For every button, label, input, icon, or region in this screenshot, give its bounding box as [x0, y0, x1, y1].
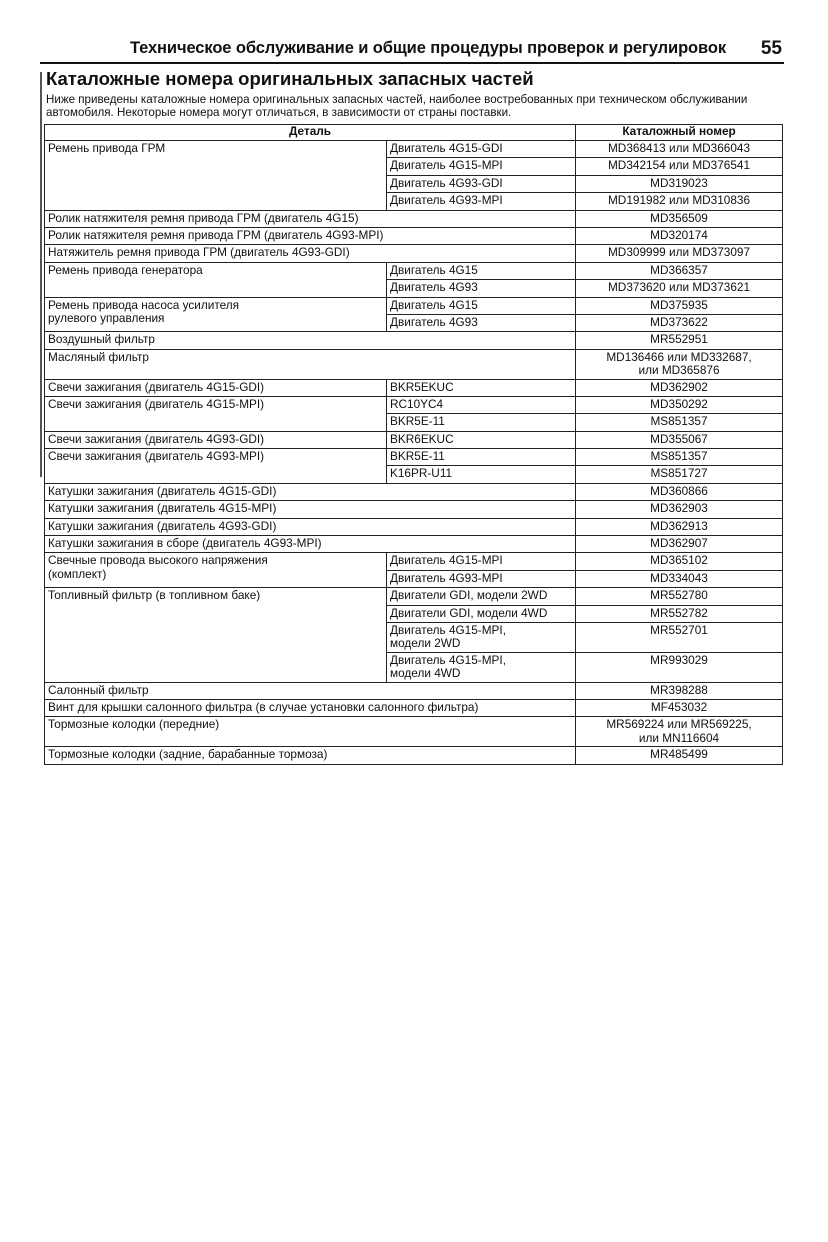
number-cell: MD319023	[576, 175, 783, 192]
table-row	[45, 483, 783, 500]
part-cell: Свечи зажигания (двигатель 4G93-GDI)	[45, 431, 387, 448]
number-cell: MR398288	[576, 682, 783, 699]
number-cell: MD360866	[576, 483, 783, 500]
variant-cell: Двигатель 4G15	[387, 297, 576, 314]
section-title: Каталожные номера оригинальных запасных частей	[46, 68, 534, 89]
table-row	[45, 141, 783, 158]
variant-cell: BKR5EKUC	[387, 379, 576, 396]
margin-rule	[40, 72, 42, 477]
number-cell: MD362913	[576, 518, 783, 535]
part-cell: Свечи зажигания (двигатель 4G15-MPI)	[45, 396, 387, 431]
running-title: Техническое обслуживание и общие процедуры проверок и регулировок	[129, 39, 726, 57]
table-row	[45, 449, 783, 466]
variant-cell: BKR5E-11	[387, 414, 576, 431]
page-header	[40, 36, 784, 64]
number-cell: MD320174	[576, 227, 783, 244]
part-cell: Катушки зажигания в сборе (двигатель 4G93-MPI)	[45, 536, 576, 553]
number-cell: MS851357	[576, 449, 783, 466]
parts-table	[44, 124, 783, 765]
number-cell: MD342154 или MD376541	[576, 158, 783, 175]
table-row	[45, 396, 783, 413]
variant-cell: Двигатель 4G15-GDI	[387, 141, 576, 158]
number-cell: MD365102	[576, 553, 783, 570]
part-cell: Свечи зажигания (двигатель 4G15-GDI)	[45, 379, 387, 396]
part-cell: Натяжитель ремня привода ГРМ (двигатель 4G93-GDI)	[45, 245, 576, 262]
number-cell: MR485499	[576, 747, 783, 764]
number-cell: MD309999 или MD373097	[576, 245, 783, 262]
variant-cell: Двигатели GDI, модели 4WD	[387, 605, 576, 622]
table-row	[45, 588, 783, 605]
variant-cell: Двигатели GDI, модели 2WD	[387, 588, 576, 605]
table-row	[45, 553, 783, 570]
table-row	[45, 245, 783, 262]
table-row	[45, 501, 783, 518]
part-cell: Салонный фильтр	[45, 682, 576, 699]
number-cell: MD373622	[576, 314, 783, 331]
variant-cell: Двигатель 4G93	[387, 280, 576, 297]
variant-cell: Двигатель 4G15-MPI	[387, 553, 576, 570]
part-cell: Ремень привода насоса усилителя рулевого управления	[45, 297, 387, 332]
number-cell: MR569224 или MR569225, или MN116604	[576, 717, 783, 747]
number-cell: MD191982 или MD310836	[576, 193, 783, 210]
part-cell: Масляный фильтр	[45, 349, 576, 379]
part-cell: Тормозные колодки (передние)	[45, 717, 576, 747]
part-cell: Винт для крышки салонного фильтра (в случае установки салонного фильтра)	[45, 699, 576, 716]
number-cell: MR552780	[576, 588, 783, 605]
variant-cell: Двигатель 4G15	[387, 262, 576, 279]
part-cell: Ремень привода генератора	[45, 262, 387, 297]
variant-cell: RC10YC4	[387, 396, 576, 413]
number-cell: MD334043	[576, 570, 783, 587]
table-row	[45, 518, 783, 535]
number-cell: MR552782	[576, 605, 783, 622]
part-cell: Ролик натяжителя ремня привода ГРМ (двигатель 4G15)	[45, 210, 576, 227]
number-cell: MS851727	[576, 466, 783, 483]
number-cell: MD350292	[576, 396, 783, 413]
table-row	[45, 332, 783, 349]
table-row	[45, 699, 783, 716]
intro-text: Ниже приведены каталожные номера оригинальных запасных частей, наиболее востребованных при техническом обслуживании автомобиля. Некоторые номера могут отличаться, в зависимости от страны поставки.	[46, 93, 748, 119]
part-cell: Свечные провода высокого напряжения (комплект)	[45, 553, 387, 588]
number-cell: MF453032	[576, 699, 783, 716]
number-cell: MR552701	[576, 622, 783, 652]
header-number: Каталожный номер	[576, 125, 783, 141]
number-cell: MD362903	[576, 501, 783, 518]
variant-cell: Двигатель 4G15-MPI, модели 4WD	[387, 652, 576, 682]
table-row	[45, 349, 783, 379]
table-row	[45, 747, 783, 764]
table-row	[45, 297, 783, 314]
table-row	[45, 210, 783, 227]
part-cell: Катушки зажигания (двигатель 4G15-MPI)	[45, 501, 576, 518]
table-row	[45, 431, 783, 448]
number-cell: MD373620 или MD373621	[576, 280, 783, 297]
number-cell: MD355067	[576, 431, 783, 448]
part-cell: Свечи зажигания (двигатель 4G93-MPI)	[45, 449, 387, 484]
number-cell: MD362902	[576, 379, 783, 396]
variant-cell: Двигатель 4G15-MPI, модели 2WD	[387, 622, 576, 652]
part-cell: Тормозные колодки (задние, барабанные тормоза)	[45, 747, 576, 764]
number-cell: MD368413 или MD366043	[576, 141, 783, 158]
variant-cell: Двигатель 4G93-MPI	[387, 570, 576, 587]
page-number: 55	[760, 38, 782, 59]
number-cell: MR552951	[576, 332, 783, 349]
number-cell: MD362907	[576, 536, 783, 553]
number-cell: MS851357	[576, 414, 783, 431]
part-cell: Воздушный фильтр	[45, 332, 576, 349]
table-row	[45, 682, 783, 699]
variant-cell: Двигатель 4G15-MPI	[387, 158, 576, 175]
part-cell: Ремень привода ГРМ	[45, 141, 387, 211]
table-row	[45, 227, 783, 244]
number-cell: MD366357	[576, 262, 783, 279]
variant-cell: Двигатель 4G93	[387, 314, 576, 331]
number-cell: MD356509	[576, 210, 783, 227]
part-cell: Катушки зажигания (двигатель 4G15-GDI)	[45, 483, 576, 500]
table-row	[45, 379, 783, 396]
variant-cell: K16PR-U11	[387, 466, 576, 483]
table-row	[45, 717, 783, 747]
part-cell: Ролик натяжителя ремня привода ГРМ (двигатель 4G93-MPI)	[45, 227, 576, 244]
variant-cell: BKR6EKUC	[387, 431, 576, 448]
variant-cell: BKR5E-11	[387, 449, 576, 466]
number-cell: MD375935	[576, 297, 783, 314]
table-row	[45, 536, 783, 553]
table-row	[45, 262, 783, 279]
number-cell: MD136466 или MD332687, или MD365876	[576, 349, 783, 379]
header-part: Деталь	[45, 125, 576, 141]
part-cell: Катушки зажигания (двигатель 4G93-GDI)	[45, 518, 576, 535]
variant-cell: Двигатель 4G93-GDI	[387, 175, 576, 192]
variant-cell: Двигатель 4G93-MPI	[387, 193, 576, 210]
part-cell: Топливный фильтр (в топливном баке)	[45, 588, 387, 682]
number-cell: MR993029	[576, 652, 783, 682]
